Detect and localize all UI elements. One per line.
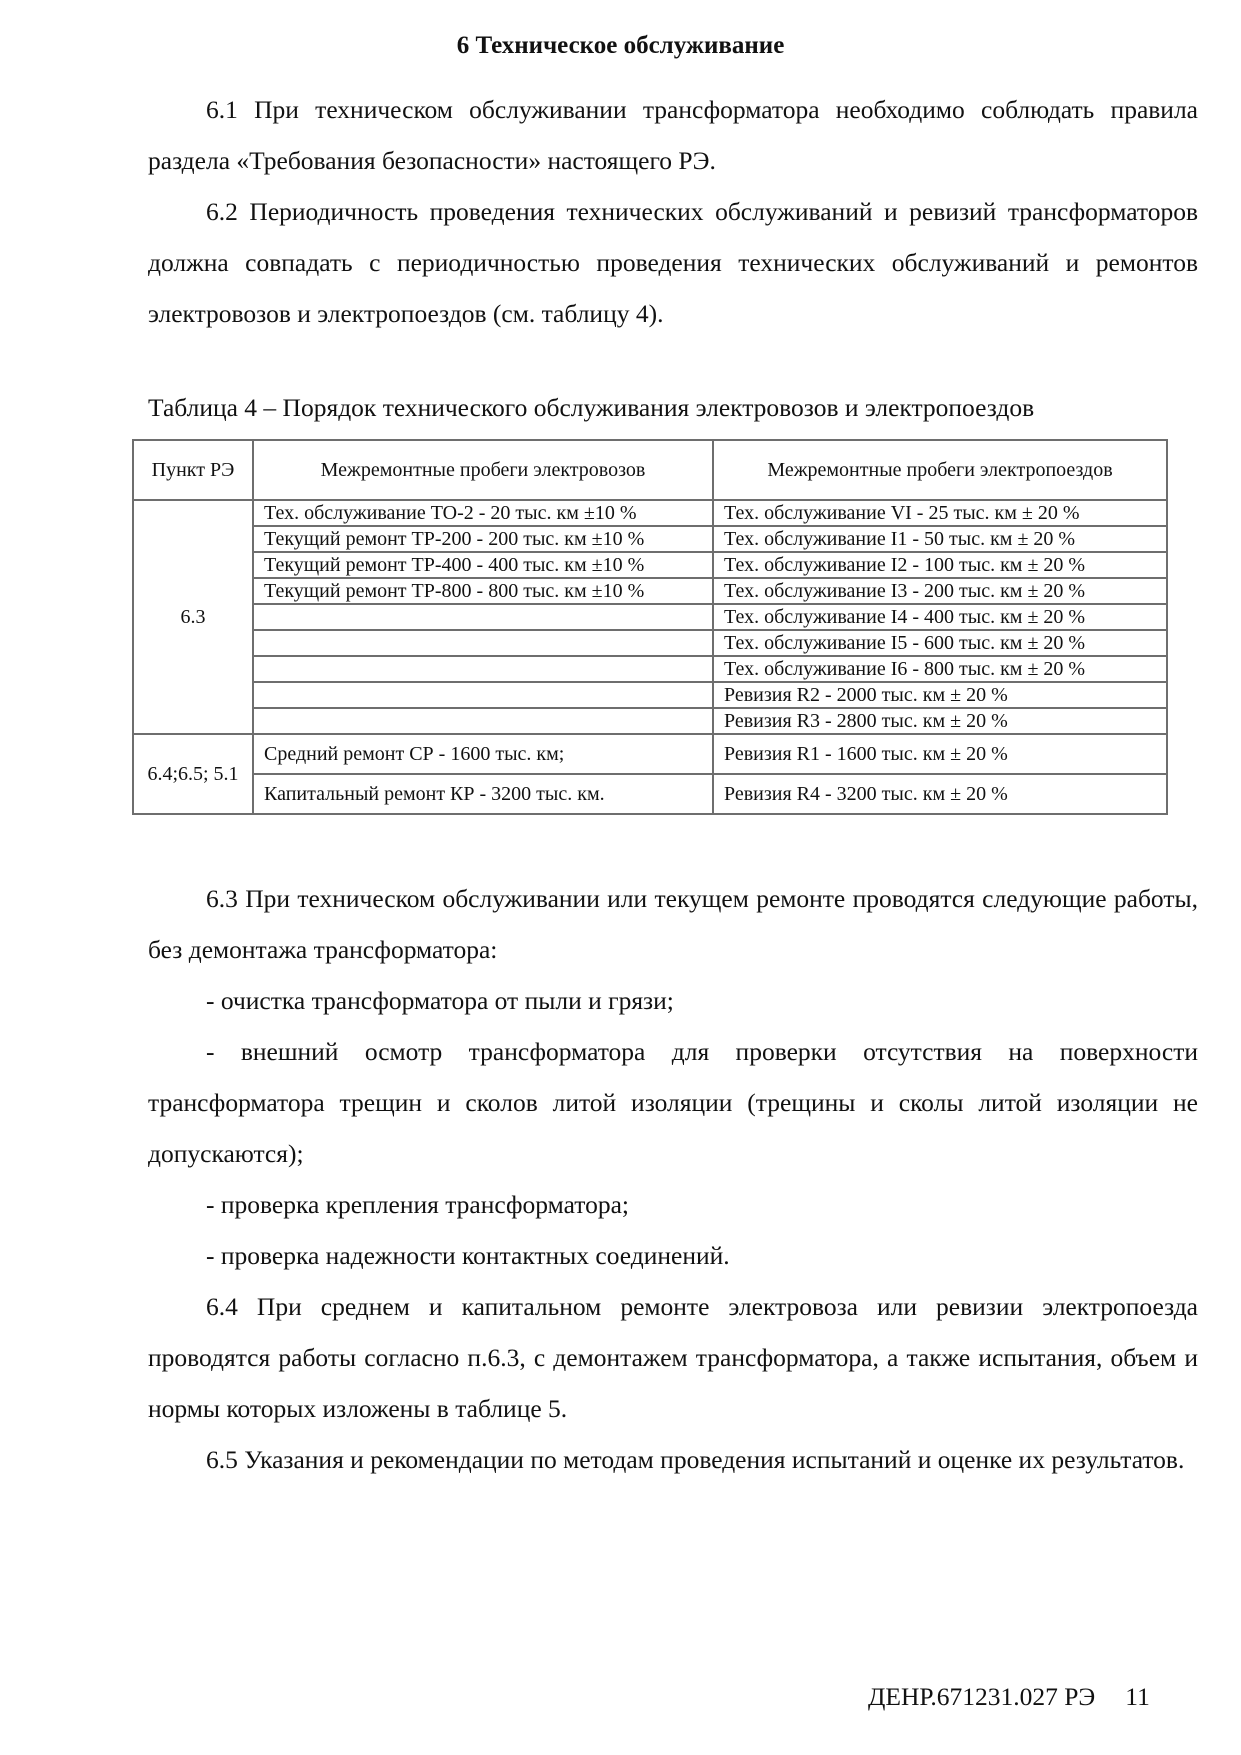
paragraph-6-4: 6.4 При среднем и капитальном ремонте электровоза или ревизии электропоезда проводятся работы согласно п.6.3, с демонтажем трансформатора, а также испытания, объем и нормы которых изложены в таблице 5. [148,1292,1198,1423]
train-cell: Тех. обслуживание VI - 25 тыс. км ± 20 % [713,500,1167,526]
locomotive-cell: Текущий ремонт ТР-400 - 400 тыс. км ±10 % [253,552,713,578]
train-cell: Ревизия R3 - 2800 тыс. км ± 20 % [713,708,1167,734]
train-cell: Ревизия R4 - 3200 тыс. км ± 20 % [713,774,1167,814]
locomotive-cell: Текущий ремонт ТР-800 - 800 тыс. км ±10 % [253,578,713,604]
bullet-item: - проверка крепления трансформатора; [206,1190,629,1219]
section-title: 6 Техническое обслуживание [456,32,785,59]
paragraph-6-5: 6.5 Указания и рекомендации по методам проведения испытаний и оценке их результатов. [206,1445,1185,1474]
header-cell: Пункт РЭ [133,440,253,500]
train-cell: Ревизия R1 - 1600 тыс. км ± 20 % [713,734,1167,774]
locomotive-cell [253,708,713,734]
locomotive-cell [253,682,713,708]
table-row [133,500,1167,526]
train-cell: Ревизия R2 - 2000 тыс. км ± 20 % [713,682,1167,708]
locomotive-cell: Капитальный ремонт КР - 3200 тыс. км. [253,774,713,814]
table-row [133,734,1167,774]
locomotive-cell: Средний ремонт СР - 1600 тыс. км; [253,734,713,774]
train-cell: Тех. обслуживание I3 - 200 тыс. км ± 20 % [713,578,1167,604]
table-row [133,552,1167,578]
table-header-row [133,440,1167,500]
locomotive-cell [253,604,713,630]
train-cell: Тех. обслуживание I1 - 50 тыс. км ± 20 % [713,526,1167,552]
paragraph-6-3: 6.3 При техническом обслуживании или текущем ремонте проводятся следующие работы, без демонтажа трансформатора: [148,884,1198,964]
page-footer [868,1682,1150,1712]
table-row [133,526,1167,552]
table-row [133,656,1167,682]
locomotive-cell: Текущий ремонт ТР-200 - 200 тыс. км ±10 % [253,526,713,552]
table-row [133,708,1167,734]
table-row [133,630,1167,656]
table-row [133,604,1167,630]
paragraph-6-1: 6.1 При техническом обслуживании трансформатора необходимо соблюдать правила раздела «Требования безопасности» настоящего РЭ. [148,95,1198,175]
paragraph-6-2: 6.2 Периодичность проведения технических обслуживаний и ревизий трансформаторов должна совпадать с периодичностью проведения технических обслуживаний и ремонтов электровозов и электропоездов (см. таблицу 4). [148,197,1198,328]
section-code-cell: 6.4;6.5; 5.1 [133,734,253,814]
bullet-item: - внешний осмотр трансформатора для проверки отсутствия на поверхности трансформатора трещин и сколов литой изоляции (трещины и сколы литой изоляции не допускаются); [148,1037,1198,1168]
bullet-item: - проверка надежности контактных соединений. [206,1241,730,1270]
page-number: 11 [1125,1682,1150,1711]
train-cell: Тех. обслуживание I6 - 800 тыс. км ± 20 % [713,656,1167,682]
locomotive-cell: Тех. обслуживание ТО-2 - 20 тыс. км ±10 % [253,500,713,526]
train-cell: Тех. обслуживание I4 - 400 тыс. км ± 20 % [713,604,1167,630]
table-row [133,682,1167,708]
table-row [133,578,1167,604]
document-code: ДЕНР.671231.027 РЭ [868,1682,1096,1711]
header-cell: Межремонтные пробеги электровозов [253,440,713,500]
train-cell: Тех. обслуживание I5 - 600 тыс. км ± 20 % [713,630,1167,656]
table-row [133,774,1167,814]
header-cell: Межремонтные пробеги электропоездов [713,440,1167,500]
bullet-item: - очистка трансформатора от пыли и грязи; [206,986,674,1015]
table-caption: Таблица 4 – Порядок технического обслуживания электровозов и электропоездов [148,393,1035,422]
locomotive-cell [253,630,713,656]
section-code-cell: 6.3 [133,500,253,734]
maintenance-table [132,439,1168,815]
locomotive-cell [253,656,713,682]
train-cell: Тех. обслуживание I2 - 100 тыс. км ± 20 % [713,552,1167,578]
